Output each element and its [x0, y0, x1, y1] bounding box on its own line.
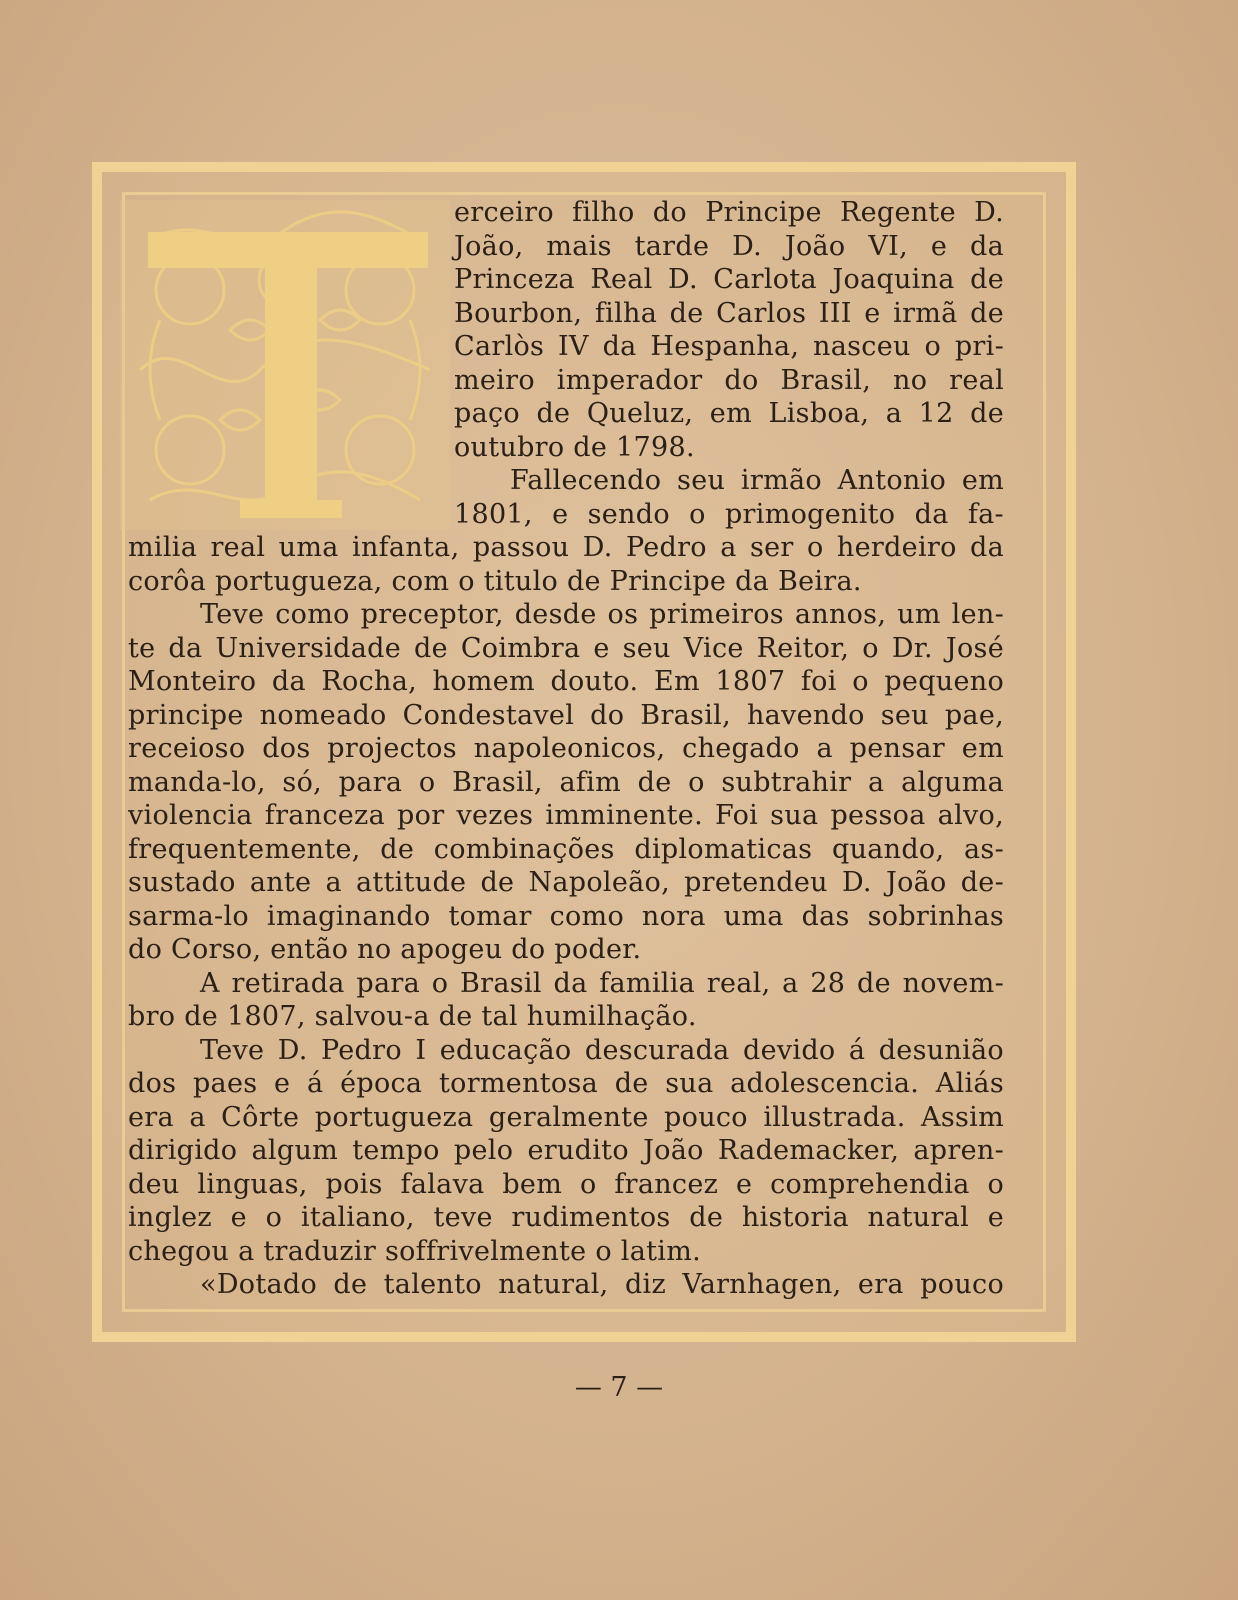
text-line: Carlòs IV da Hespanha, nasceu o pri- — [454, 331, 1004, 362]
text-line: corôa portugueza, com o titulo de Principe da Beira. — [128, 565, 862, 597]
text-line: sarma-lo imaginando tomar como nora uma das sobrinhas — [128, 900, 1004, 932]
text-line: frequentemente, de combinações diplomaticas quando, as- — [128, 833, 1004, 865]
text-line: 1801, e sendo o primogenito da fa- — [454, 498, 1004, 530]
body-text — [128, 196, 1028, 1302]
text-line: outubro de 1798. — [454, 431, 695, 463]
text-line: te da Universidade de Coimbra e seu Vice Reitor, o Dr. José — [128, 632, 1004, 664]
text-line: manda-lo, só, para o Brasil, afim de o subtrahir a alguma — [128, 766, 1004, 798]
text-line: chegou a traduzir soffrivelmente o latim. — [128, 1235, 701, 1267]
text-line: sustado ante a attitude de Napoleão, pretendeu D. João de- — [128, 867, 1004, 898]
text-line: A retirada para o Brasil da familia real, a 28 de novem- — [200, 967, 1004, 999]
text-line: «Dotado de talento natural, diz Varnhagen, era pouco — [200, 1269, 1004, 1300]
text-line: violencia franceza por vezes imminente. Foi sua pessoa alvo, — [128, 800, 1004, 831]
text-line: deu linguas, pois falava bem o francez e comprehendia o — [128, 1168, 1004, 1200]
text-line: João, mais tarde D. João VI, e da — [454, 230, 1004, 262]
text-line: Teve como preceptor, desde os primeiros annos, um len- — [200, 599, 1004, 630]
text-line: meiro imperador do Brasil, no real — [454, 364, 1004, 396]
text-line: bro de 1807, salvou-a de tal humilhação. — [128, 1001, 697, 1032]
text-line: Princeza Real D. Carlota Joaquina de — [454, 264, 1004, 295]
text-line: erceiro filho do Principe Regente D. — [454, 197, 1004, 228]
text-line: dirigido algum tempo pelo erudito João Rademacker, apren- — [128, 1135, 1004, 1166]
text-line: Fallecendo seu irmão Antonio em — [510, 465, 1004, 496]
text-line: Monteiro da Rocha, homem douto. Em 1807 foi o pequeno — [128, 666, 1004, 697]
text-line: era a Côrte portugueza geralmente pouco illustrada. Assim — [128, 1101, 1004, 1133]
text-line: milia real uma infanta, passou D. Pedro a ser o herdeiro da — [128, 532, 1004, 563]
text-line: dos paes e á época tormentosa de sua adolescencia. Aliás — [128, 1068, 1004, 1099]
text-line: Bourbon, filha de Carlos III e irmã de — [454, 297, 1004, 329]
text-line: paço de Queluz, em Lisboa, a 12 de — [454, 398, 1004, 429]
text-line: do Corso, então no apogeu do poder. — [128, 934, 642, 965]
page-number: — 7 — — [574, 1372, 664, 1403]
text-line: principe nomeado Condestavel do Brasil, havendo seu pae, — [128, 699, 1004, 731]
text-line: receioso dos projectos napoleonicos, chegado a pensar em — [128, 733, 1004, 764]
text-line: inglez e o italiano, teve rudimentos de historia natural e — [128, 1202, 1004, 1233]
text-line: Teve D. Pedro I educação descurada devido á desunião — [200, 1034, 1004, 1066]
